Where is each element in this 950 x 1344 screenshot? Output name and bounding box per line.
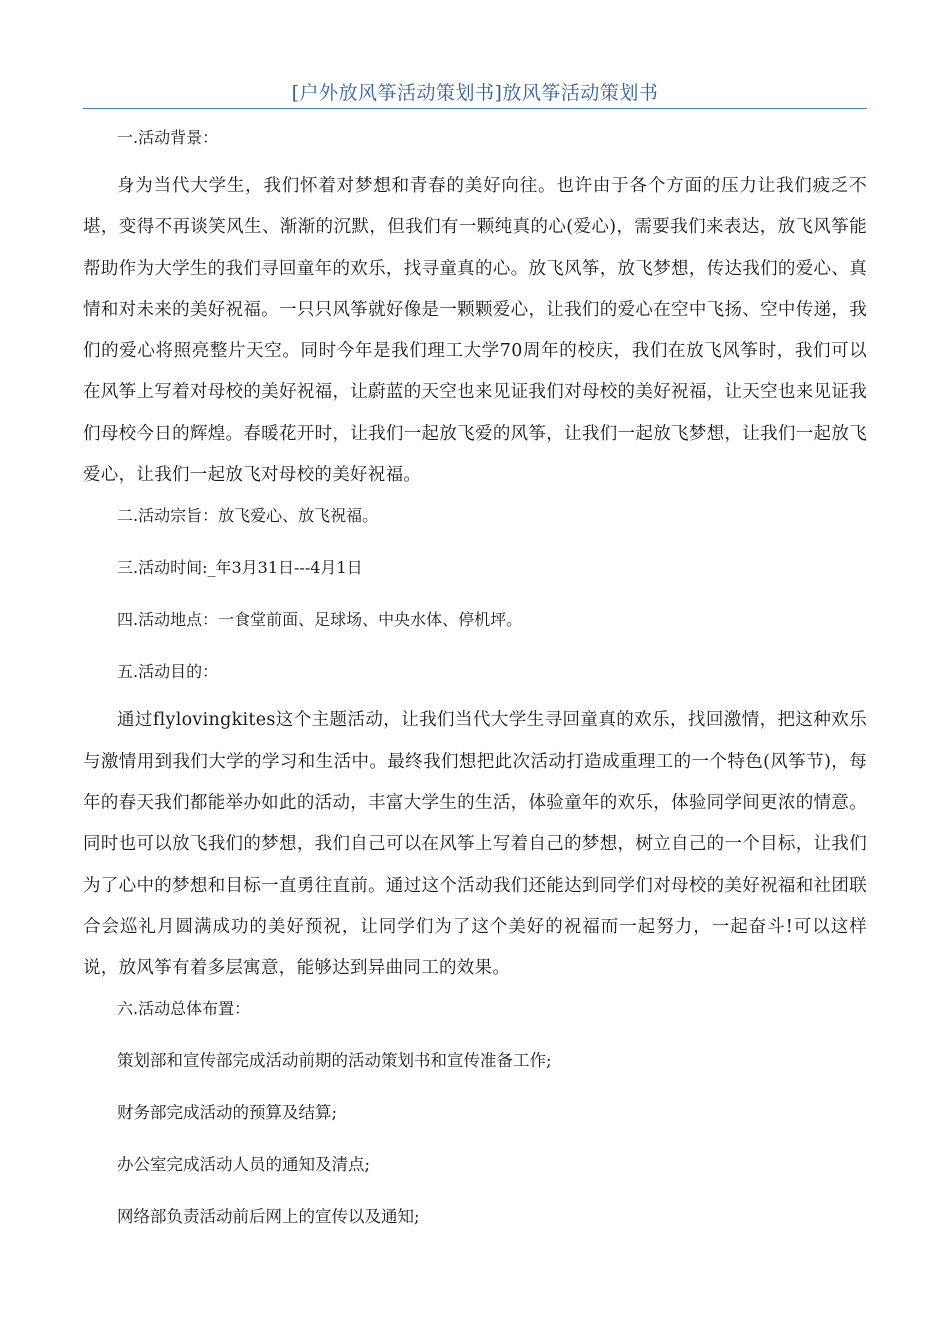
document-title: [户外放风筝活动策划书]放风筝活动策划书: [291, 82, 659, 104]
section-heading-background: 一.活动背景：: [117, 128, 219, 147]
background-paragraph: 身为当代大学生，我们怀着对梦想和青春的美好向往。也许由于各个方面的压力让我们疲乏不堪，变得不再谈笑风生、渐渐的沉默，但我们有一颗纯真的心(爱心)，需要我们来表达，放飞风筝能帮助作为大学生的我们寻回童年的欢乐，找寻童真的心。放飞风筝，放飞梦想，传达我们的爱心、真情和对未来的美好祝福。一只只风筝就好像是一颗颗爱心，让我们的爱心在空中飞扬、空中传递，我们的爱心将照亮整片天空。同时今年是我们理工大学70周年的校庆，我们在放飞风筝时，我们可以在风筝上写着对母校的美好祝福，让蔚蓝的天空也来见证我们对母校的美好祝福，让天空也来见证我们母校今日的辉煌。春暖花开时，让我们一起放飞爱的风筝，让我们一起放飞梦想，让我们一起放飞爱心，让我们一起放飞对母校的美好祝福。: [83, 176, 867, 486]
arrangement-item: 网络部负责活动前后网上的宣传以及通知;: [117, 1207, 420, 1227]
arrangement-item: 策划部和宣传部完成活动前期的活动策划书和宣传准备工作;: [117, 1051, 552, 1071]
arrangement-item: 办公室完成活动人员的通知及清点;: [117, 1155, 371, 1175]
time-line: 三.活动时间:_年3月31日---4月1日: [117, 558, 363, 578]
place-line: 四.活动地点：一食堂前面、足球场、中央水体、停机坪。: [117, 610, 523, 630]
document-header: [83, 80, 867, 109]
goal-paragraph: 通过flylovingkites这个主题活动，让我们当代大学生寻回童真的欢乐，找回激情，把这种欢乐与激情用到我们大学的学习和生活中。最终我们想把此次活动打造成重理工的一个特色(风筝节)，每年的春天我们都能举办如此的活动，丰富大学生的生活，体验童年的欢乐，体验同学间更浓的情意。同时也可以放飞我们的梦想，我们自己可以在风筝上写着自己的梦想，树立自己的一个目标，让我们为了心中的梦想和目标一直勇往直前。通过这个活动我们还能达到同学们对母校的美好祝福和社团联合会巡礼月圆满成功的美好预祝，让同学们为了这个美好的祝福而一起努力，一起奋斗!可以这样说，放风筝有着多层寓意，能够达到异曲同工的效果。: [83, 710, 867, 979]
section-heading-arrangement: 六.活动总体布置：: [117, 999, 251, 1019]
arrangement-item: 财务部完成活动的预算及结算;: [117, 1103, 338, 1123]
document-body: [83, 118, 867, 1259]
purpose-line: 二.活动宗旨：放飞爱心、放飞祝福。: [117, 506, 379, 526]
section-heading-goal: 五.活动目的：: [117, 662, 219, 682]
